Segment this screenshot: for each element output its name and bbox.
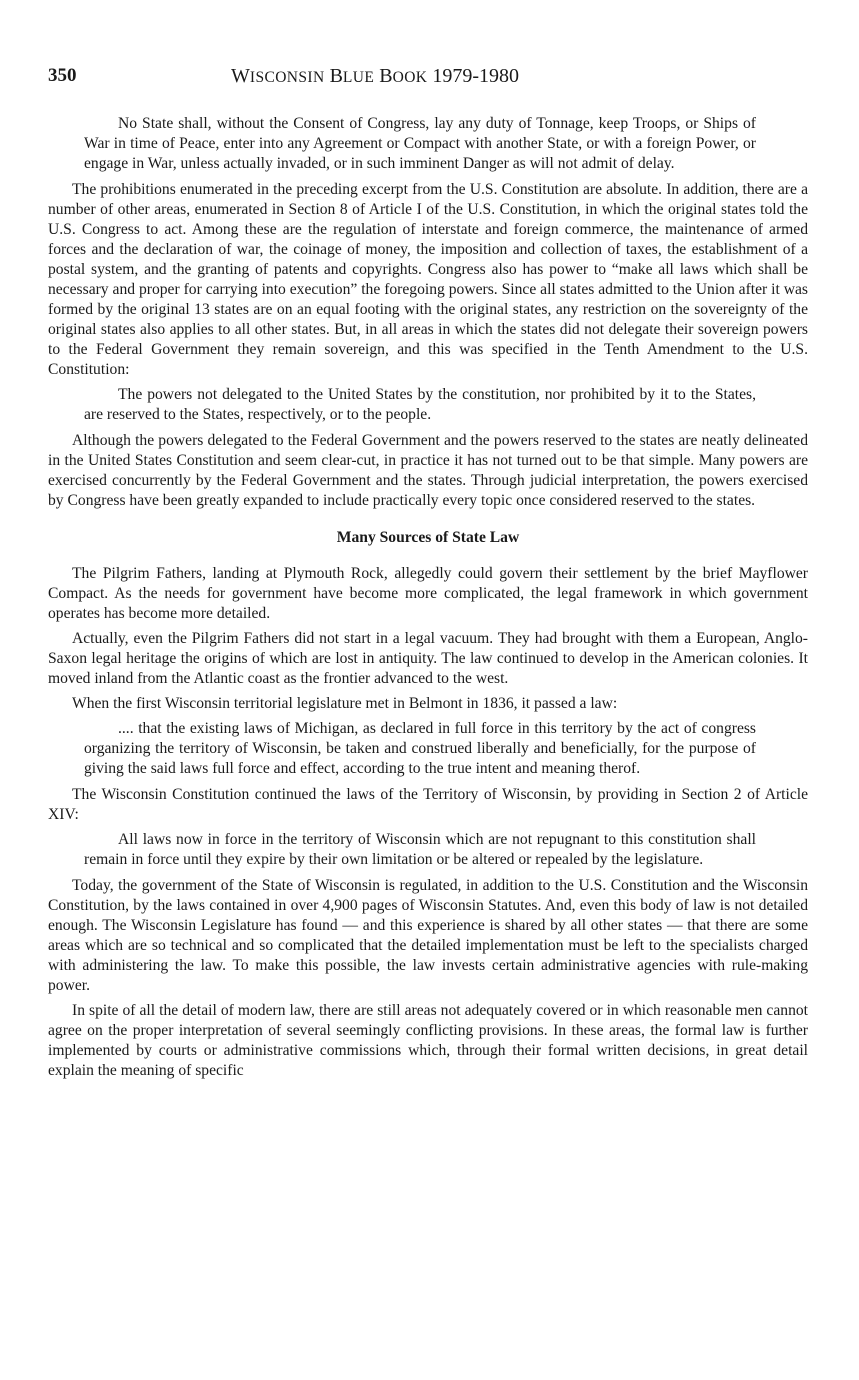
- page-number: 350: [48, 65, 77, 86]
- block-quote: No State shall, without the Consent of Congress, lay any duty of Tonnage, keep Troops, or Ships of War in time of Peace, enter into any Agreement or Compact with another State, or with a foreign Power, or engage in War, unless actually invaded, or in such imminent Danger as will not admit of delay.: [84, 115, 756, 172]
- page-header: [48, 64, 808, 90]
- paragraph: Actually, even the Pilgrim Fathers did not start in a legal vacuum. They had brought with them a European, Anglo-Saxon legal heritage the origins of which are lost in antiquity. The law continued to develop in the American colonies. It moved inland from the Atlantic coast as the frontier advanced to the west.: [48, 630, 808, 687]
- paragraph: In spite of all the detail of modern law, there are still areas not adequately covered or in which reasonable men cannot agree on the proper interpretation of several seemingly conflicting provisions. In these areas, the formal law is further implemented by courts or administrative commissions which, through their formal written decisions, in great detail explain the meaning of specific: [48, 1002, 808, 1079]
- body-text: [48, 114, 808, 1086]
- paragraph: The prohibitions enumerated in the preceding excerpt from the U.S. Constitution are absolute. In addition, there are a number of other areas, enumerated in Section 8 of Article I of the U.S. Constitution, in which the original states told the U.S. Congress to act. Among these are the regulation of interstate and foreign commerce, the maintenance of armed forces and the declaration of war, the coinage of money, the imposition and collection of taxes, the establishment of a postal system, and the granting of patents and copyrights. Congress also has power to “make all laws which shall be necessary and proper for carrying into execution” the foregoing powers. Since all states admitted to the Union after it was formed by the original 13 states are on an equal footing with the original states, any restriction on the sovereignty of the original states also applies to all other states. But, in all areas in which the states did not delegate their sovereign powers to the Federal Government they remain sovereign, and this was specified in the Tenth Amendment to the U.S. Constitution:: [48, 181, 808, 378]
- block-quote: All laws now in force in the territory of Wisconsin which are not repugnant to this constitution shall remain in force until they expire by their own limitation or be altered or repealed by the legislature.: [84, 831, 756, 868]
- block-quote: The powers not delegated to the United States by the constitution, nor prohibited by it to the States, are reserved to the States, respectively, or to the people.: [84, 386, 756, 423]
- paragraph: Although the powers delegated to the Federal Government and the powers reserved to the states are neatly delineated in the United States Constitution and seem clear-cut, in practice it has not turned out to be that simple. Many powers are exercised concurrently by the Federal Government and the states. Through judicial interpretation, the powers exercised by Congress have been greatly expanded to include practically every topic once considered reserved to the states.: [48, 432, 808, 509]
- paragraph: The Wisconsin Constitution continued the laws of the Territory of Wisconsin, by providing in Section 2 of Article XIV:: [48, 786, 808, 823]
- paragraph: The Pilgrim Fathers, landing at Plymouth Rock, allegedly could govern their settlement by the brief Mayflower Compact. As the needs for government have become more complicated, the legal framework in which government operates has become more detailed.: [48, 565, 808, 622]
- block-quote: .... that the existing laws of Michigan, as declared in full force in this territory by the act of congress organizing the territory of Wisconsin, be taken and construed liberally and beneficially, for the purpose of giving the said laws full force and effect, according to the true intent and meaning therof.: [84, 720, 756, 777]
- paragraph: When the first Wisconsin territorial legislature met in Belmont in 1836, it passed a law:: [72, 695, 618, 712]
- running-title: WISCONSIN BLUE BOOK 1979-1980: [231, 65, 520, 87]
- section-heading: Many Sources of State Law: [336, 529, 520, 546]
- paragraph: Today, the government of the State of Wisconsin is regulated, in addition to the U.S. Constitution and the Wisconsin Constitution, by the laws contained in over 4,900 pages of Wisconsin Statutes. And, even this body of law is not detailed enough. The Wisconsin Legislature has found — and this experience is shared by all other states — that there are some areas which are so technical and so complicated that the detailed implementation must be left to the specialists charged with administering the law. To make this possible, the law invests certain administrative agencies with rule-making power.: [48, 877, 808, 994]
